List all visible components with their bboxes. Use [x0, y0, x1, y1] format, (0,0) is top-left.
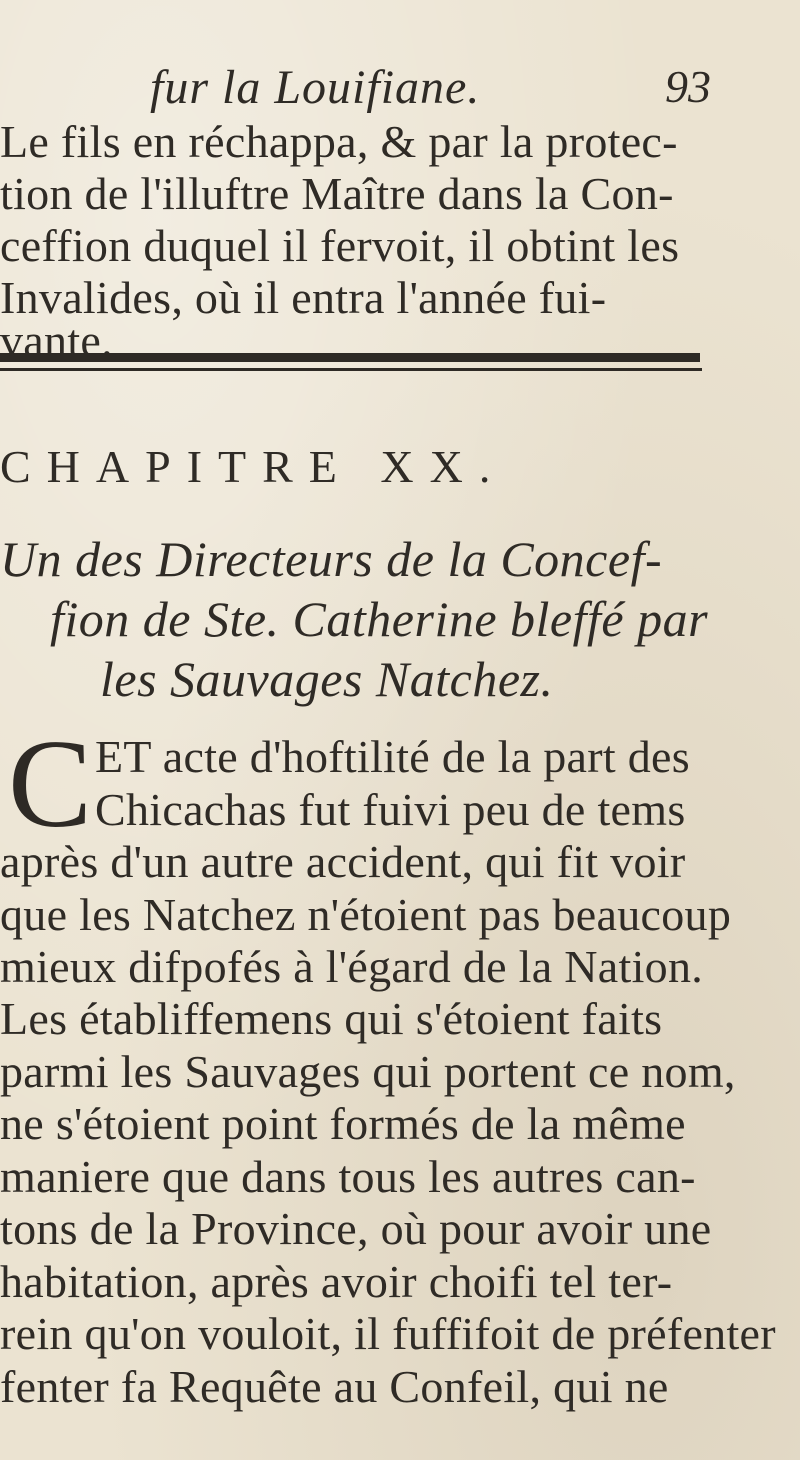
text-line: mieux difpofés à l'égard de la Nation.: [0, 941, 704, 992]
text-line: parmi les Sauvages qui portent ce nom,: [0, 1046, 736, 1097]
text-line: après d'un autre accident, qui fit voir: [0, 836, 686, 887]
text-line: que les Natchez n'étoient pas beaucoup: [0, 889, 732, 940]
ornamental-rule-thin: [0, 368, 702, 371]
ornamental-rule-thick: [0, 353, 700, 362]
text-line: habitation, après avoir choifi tel ter-: [0, 1256, 673, 1307]
text-line: vante.: [0, 315, 113, 366]
text-line: fenter fa Requête au Confeil, qui ne: [0, 1361, 669, 1412]
text-line: tons de la Province, où pour avoir une: [0, 1203, 712, 1254]
drop-cap: C: [8, 715, 93, 854]
page-number: 93: [665, 61, 711, 112]
chapter-subtitle-line: Un des Directeurs de la Concef-: [0, 531, 663, 587]
text-line: Les établiffemens qui s'étoient faits: [0, 993, 663, 1044]
chapter-heading: CHAPITRE XX.: [0, 441, 507, 492]
text-line: Chicachas fut fuivi peu de tems: [95, 784, 686, 835]
text-line: tion de l'illuftre Maître dans la Con-: [0, 168, 674, 219]
text-line: ET acte d'hoftilité de la part des: [95, 731, 690, 782]
running-title: fur la Louifiane.: [150, 61, 481, 114]
text-line: ceffion duquel il fervoit, il obtint les: [0, 220, 680, 271]
text-line: maniere que dans tous les autres can-: [0, 1151, 696, 1202]
text-line: Invalides, où il entra l'année fui-: [0, 272, 607, 323]
text-line: Le fils en réchappa, & par la protec-: [0, 116, 678, 167]
chapter-subtitle-line: fion de Ste. Catherine bleffé par: [50, 591, 709, 647]
text-line: rein qu'on vouloit, il fuffifoit de préfenter: [0, 1308, 776, 1359]
chapter-subtitle-line: les Sauvages Natchez.: [100, 651, 554, 707]
text-line: ne s'étoient point formés de la même: [0, 1098, 686, 1149]
